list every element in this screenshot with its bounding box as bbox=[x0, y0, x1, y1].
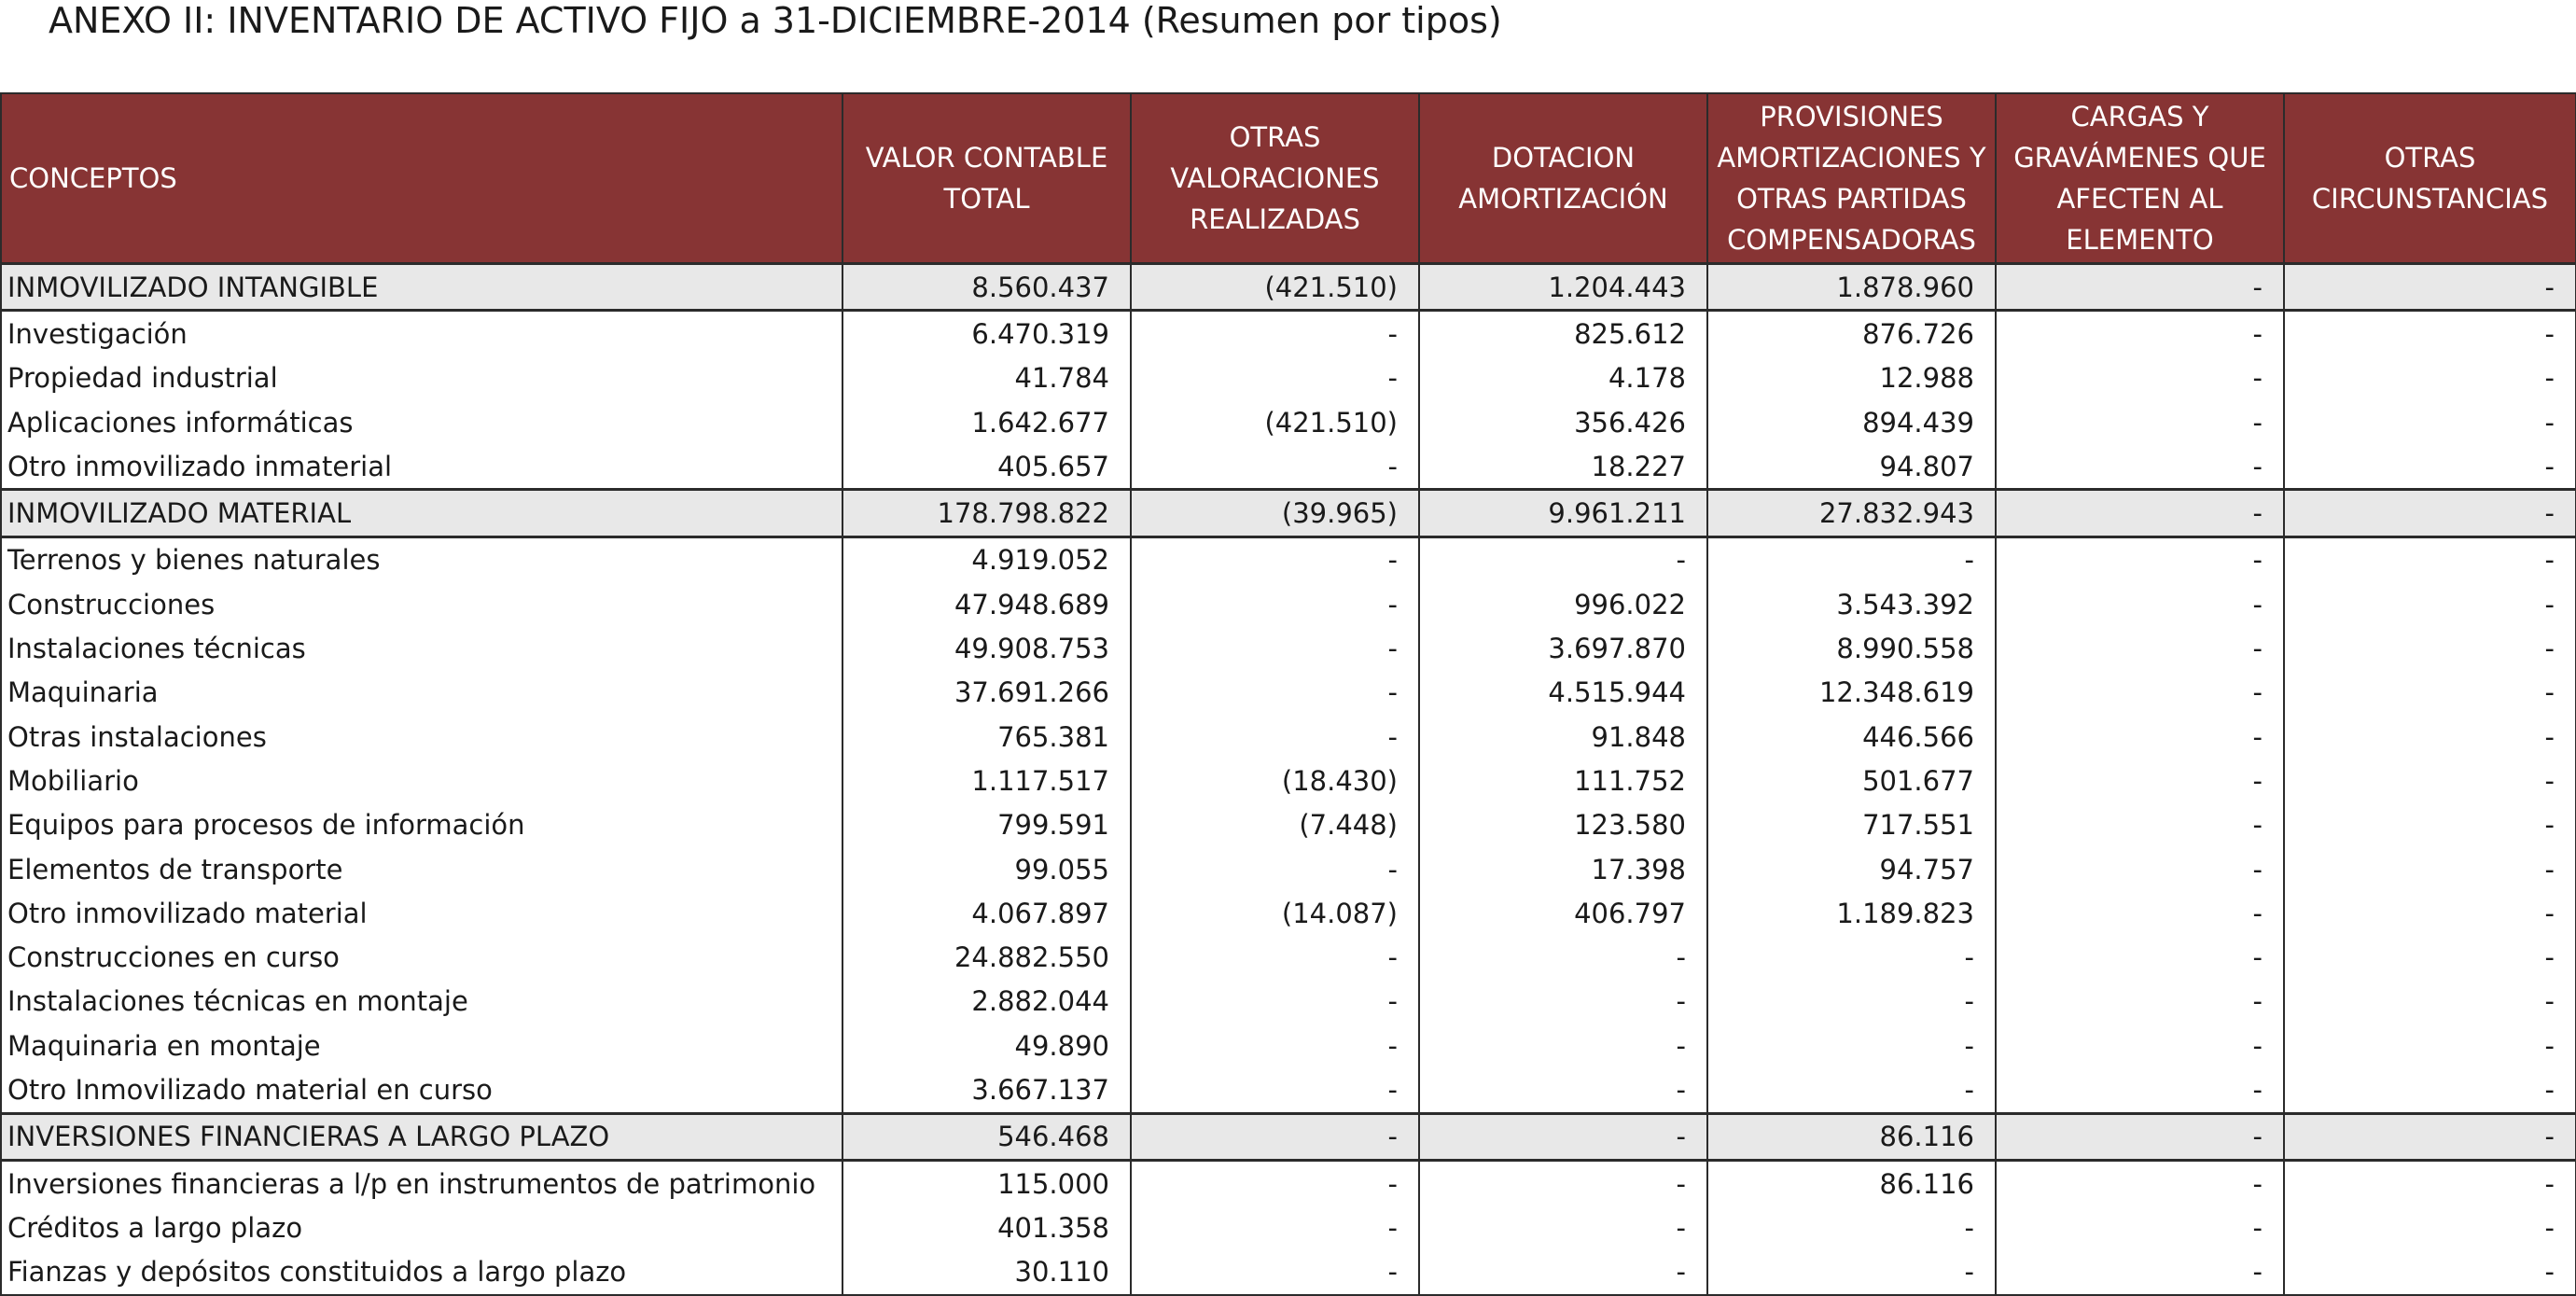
value-cell: - bbox=[1996, 1250, 2284, 1295]
value-cell: - bbox=[1996, 847, 2284, 891]
value-cell: 501.677 bbox=[1707, 759, 1996, 802]
value-cell: - bbox=[1707, 537, 1996, 582]
value-cell: - bbox=[1707, 935, 1996, 979]
table-row bbox=[1, 444, 2576, 490]
value-cell: - bbox=[1131, 626, 1419, 670]
value-cell: - bbox=[1131, 847, 1419, 891]
value-cell: - bbox=[1996, 582, 2284, 626]
page-title: ANEXO II: INVENTARIO DE ACTIVO FIJO a 31-DICIEMBRE-2014 (Resumen por tipos) bbox=[49, 0, 1502, 41]
concept-cell: INVERSIONES FINANCIERAS A LARGO PLAZO bbox=[1, 1113, 842, 1160]
value-cell: 12.988 bbox=[1707, 356, 1996, 400]
value-cell: - bbox=[2284, 1067, 2576, 1113]
value-cell: - bbox=[1996, 1160, 2284, 1205]
concept-cell: Instalaciones técnicas en montaje bbox=[1, 980, 842, 1024]
concept-cell: INMOVILIZADO MATERIAL bbox=[1, 490, 842, 537]
value-cell: 47.948.689 bbox=[842, 582, 1131, 626]
value-cell: - bbox=[1707, 1205, 1996, 1249]
value-cell: 27.832.943 bbox=[1707, 490, 1996, 537]
value-cell: - bbox=[1996, 715, 2284, 759]
value-cell: 3.543.392 bbox=[1707, 582, 1996, 626]
concept-cell: Investigación bbox=[1, 311, 842, 356]
column-header: OTRAS CIRCUNSTANCIAS bbox=[2284, 93, 2576, 264]
concept-cell: INMOVILIZADO INTANGIBLE bbox=[1, 264, 842, 311]
concept-cell: Construcciones en curso bbox=[1, 935, 842, 979]
value-cell: - bbox=[1996, 537, 2284, 582]
value-cell: - bbox=[1996, 935, 2284, 979]
concept-cell: Fianzas y depósitos constituidos a largo plazo bbox=[1, 1250, 842, 1295]
value-cell: - bbox=[1707, 1024, 1996, 1067]
value-cell: - bbox=[1131, 980, 1419, 1024]
value-cell: - bbox=[1131, 1024, 1419, 1067]
table-row bbox=[1, 803, 2576, 847]
value-cell: - bbox=[2284, 356, 2576, 400]
value-cell: - bbox=[2284, 1205, 2576, 1249]
asset-inventory-table bbox=[0, 92, 2576, 1296]
value-cell: - bbox=[2284, 891, 2576, 935]
value-cell: - bbox=[2284, 980, 2576, 1024]
table-row bbox=[1, 935, 2576, 979]
value-cell: - bbox=[1131, 444, 1419, 490]
value-cell: - bbox=[1996, 311, 2284, 356]
value-cell: - bbox=[1131, 1205, 1419, 1249]
value-cell: 799.591 bbox=[842, 803, 1131, 847]
value-cell: 4.067.897 bbox=[842, 891, 1131, 935]
value-cell: (421.510) bbox=[1131, 400, 1419, 444]
value-cell: 2.882.044 bbox=[842, 980, 1131, 1024]
table-row bbox=[1, 671, 2576, 715]
value-cell: - bbox=[2284, 582, 2576, 626]
value-cell: 17.398 bbox=[1419, 847, 1707, 891]
value-cell: - bbox=[1419, 1250, 1707, 1295]
concept-cell: Inversiones financieras a l/p en instrumentos de patrimonio bbox=[1, 1160, 842, 1205]
table-row bbox=[1, 582, 2576, 626]
value-cell: - bbox=[2284, 1113, 2576, 1160]
header-row bbox=[1, 93, 2576, 264]
value-cell: 401.358 bbox=[842, 1205, 1131, 1249]
value-cell: 18.227 bbox=[1419, 444, 1707, 490]
value-cell: 717.551 bbox=[1707, 803, 1996, 847]
value-cell: - bbox=[1419, 1205, 1707, 1249]
value-cell: - bbox=[2284, 537, 2576, 582]
value-cell: - bbox=[1996, 626, 2284, 670]
value-cell: (14.087) bbox=[1131, 891, 1419, 935]
value-cell: - bbox=[1707, 980, 1996, 1024]
value-cell: 115.000 bbox=[842, 1160, 1131, 1205]
value-cell: 86.116 bbox=[1707, 1160, 1996, 1205]
value-cell: - bbox=[2284, 1160, 2576, 1205]
category-row bbox=[1, 1113, 2576, 1160]
value-cell: - bbox=[1996, 759, 2284, 802]
value-cell: 4.178 bbox=[1419, 356, 1707, 400]
value-cell: 6.470.319 bbox=[842, 311, 1131, 356]
value-cell: - bbox=[2284, 671, 2576, 715]
table-row bbox=[1, 1024, 2576, 1067]
concept-cell: Instalaciones técnicas bbox=[1, 626, 842, 670]
value-cell: - bbox=[1131, 715, 1419, 759]
value-cell: 4.919.052 bbox=[842, 537, 1131, 582]
value-cell: 1.117.517 bbox=[842, 759, 1131, 802]
concept-cell: Maquinaria bbox=[1, 671, 842, 715]
table-row bbox=[1, 356, 2576, 400]
concept-cell: Equipos para procesos de información bbox=[1, 803, 842, 847]
value-cell: 178.798.822 bbox=[842, 490, 1131, 537]
value-cell: 86.116 bbox=[1707, 1113, 1996, 1160]
value-cell: - bbox=[2284, 935, 2576, 979]
value-cell: - bbox=[2284, 759, 2576, 802]
concept-cell: Créditos a largo plazo bbox=[1, 1205, 842, 1249]
value-cell: - bbox=[2284, 264, 2576, 311]
value-cell: 3.667.137 bbox=[842, 1067, 1131, 1113]
table-row bbox=[1, 1160, 2576, 1205]
value-cell: 30.110 bbox=[842, 1250, 1131, 1295]
value-cell: 876.726 bbox=[1707, 311, 1996, 356]
column-header: VALOR CONTABLE TOTAL bbox=[842, 93, 1131, 264]
value-cell: - bbox=[1996, 264, 2284, 311]
value-cell: - bbox=[1996, 803, 2284, 847]
value-cell: 3.697.870 bbox=[1419, 626, 1707, 670]
value-cell: 37.691.266 bbox=[842, 671, 1131, 715]
value-cell: - bbox=[1996, 356, 2284, 400]
table-row bbox=[1, 1205, 2576, 1249]
value-cell: (7.448) bbox=[1131, 803, 1419, 847]
value-cell: - bbox=[1131, 1160, 1419, 1205]
value-cell: - bbox=[1131, 537, 1419, 582]
value-cell: (421.510) bbox=[1131, 264, 1419, 311]
value-cell: - bbox=[1131, 356, 1419, 400]
column-header: OTRAS VALORACIONES REALIZADAS bbox=[1131, 93, 1419, 264]
value-cell: - bbox=[2284, 444, 2576, 490]
value-cell: 94.807 bbox=[1707, 444, 1996, 490]
column-header: CARGAS Y GRAVÁMENES QUE AFECTEN AL ELEMENTO bbox=[1996, 93, 2284, 264]
value-cell: 356.426 bbox=[1419, 400, 1707, 444]
value-cell: - bbox=[1996, 891, 2284, 935]
value-cell: - bbox=[1707, 1067, 1996, 1113]
value-cell: 406.797 bbox=[1419, 891, 1707, 935]
value-cell: 49.908.753 bbox=[842, 626, 1131, 670]
value-cell: 825.612 bbox=[1419, 311, 1707, 356]
value-cell: 111.752 bbox=[1419, 759, 1707, 802]
value-cell: 1.642.677 bbox=[842, 400, 1131, 444]
value-cell: 24.882.550 bbox=[842, 935, 1131, 979]
value-cell: - bbox=[2284, 311, 2576, 356]
value-cell: 49.890 bbox=[842, 1024, 1131, 1067]
value-cell: - bbox=[1131, 1067, 1419, 1113]
concept-cell: Otro inmovilizado inmaterial bbox=[1, 444, 842, 490]
value-cell: - bbox=[2284, 847, 2576, 891]
value-cell: 4.515.944 bbox=[1419, 671, 1707, 715]
value-cell: (18.430) bbox=[1131, 759, 1419, 802]
value-cell: - bbox=[1419, 1024, 1707, 1067]
value-cell: 8.560.437 bbox=[842, 264, 1131, 311]
table-row bbox=[1, 715, 2576, 759]
value-cell: 12.348.619 bbox=[1707, 671, 1996, 715]
concept-cell: Terrenos y bienes naturales bbox=[1, 537, 842, 582]
value-cell: (39.965) bbox=[1131, 490, 1419, 537]
value-cell: - bbox=[2284, 803, 2576, 847]
concept-cell: Elementos de transporte bbox=[1, 847, 842, 891]
value-cell: 765.381 bbox=[842, 715, 1131, 759]
value-cell: - bbox=[2284, 400, 2576, 444]
concept-cell: Propiedad industrial bbox=[1, 356, 842, 400]
category-row bbox=[1, 264, 2576, 311]
value-cell: - bbox=[1131, 311, 1419, 356]
concept-cell: Mobiliario bbox=[1, 759, 842, 802]
table-row bbox=[1, 891, 2576, 935]
value-cell: - bbox=[1996, 1205, 2284, 1249]
value-cell: - bbox=[1996, 671, 2284, 715]
concept-cell: Otras instalaciones bbox=[1, 715, 842, 759]
table-row bbox=[1, 311, 2576, 356]
table-row bbox=[1, 847, 2576, 891]
table-row bbox=[1, 1067, 2576, 1113]
value-cell: 894.439 bbox=[1707, 400, 1996, 444]
value-cell: 1.189.823 bbox=[1707, 891, 1996, 935]
value-cell: 123.580 bbox=[1419, 803, 1707, 847]
column-header: PROVISIONES AMORTIZACIONES Y OTRAS PARTIDAS COMPENSADORAS bbox=[1707, 93, 1996, 264]
value-cell: - bbox=[1996, 490, 2284, 537]
value-cell: - bbox=[1419, 537, 1707, 582]
value-cell: - bbox=[1131, 1113, 1419, 1160]
table-row bbox=[1, 400, 2576, 444]
concept-cell: Construcciones bbox=[1, 582, 842, 626]
value-cell: 94.757 bbox=[1707, 847, 1996, 891]
value-cell: - bbox=[1419, 1160, 1707, 1205]
value-cell: - bbox=[1131, 1250, 1419, 1295]
category-row bbox=[1, 490, 2576, 537]
value-cell: 91.848 bbox=[1419, 715, 1707, 759]
value-cell: - bbox=[1996, 400, 2284, 444]
value-cell: 8.990.558 bbox=[1707, 626, 1996, 670]
value-cell: - bbox=[2284, 715, 2576, 759]
table-row bbox=[1, 759, 2576, 802]
value-cell: 41.784 bbox=[842, 356, 1131, 400]
value-cell: 1.878.960 bbox=[1707, 264, 1996, 311]
concept-cell: Otro Inmovilizado material en curso bbox=[1, 1067, 842, 1113]
value-cell: 546.468 bbox=[842, 1113, 1131, 1160]
value-cell: - bbox=[1707, 1250, 1996, 1295]
value-cell: - bbox=[1996, 444, 2284, 490]
value-cell: - bbox=[1131, 582, 1419, 626]
value-cell: - bbox=[1996, 1113, 2284, 1160]
table-row bbox=[1, 537, 2576, 582]
value-cell: 1.204.443 bbox=[1419, 264, 1707, 311]
column-header: CONCEPTOS bbox=[1, 93, 842, 264]
table-body bbox=[1, 264, 2576, 1295]
table-row bbox=[1, 626, 2576, 670]
concept-cell: Aplicaciones informáticas bbox=[1, 400, 842, 444]
value-cell: - bbox=[1419, 935, 1707, 979]
value-cell: 405.657 bbox=[842, 444, 1131, 490]
value-cell: - bbox=[1419, 1067, 1707, 1113]
value-cell: - bbox=[1131, 935, 1419, 979]
value-cell: - bbox=[2284, 1250, 2576, 1295]
value-cell: - bbox=[2284, 626, 2576, 670]
value-cell: - bbox=[2284, 490, 2576, 537]
value-cell: - bbox=[1131, 671, 1419, 715]
value-cell: - bbox=[1996, 1067, 2284, 1113]
concept-cell: Maquinaria en montaje bbox=[1, 1024, 842, 1067]
value-cell: 446.566 bbox=[1707, 715, 1996, 759]
value-cell: 996.022 bbox=[1419, 582, 1707, 626]
value-cell: 99.055 bbox=[842, 847, 1131, 891]
table-row bbox=[1, 980, 2576, 1024]
value-cell: - bbox=[1419, 980, 1707, 1024]
value-cell: - bbox=[1996, 980, 2284, 1024]
value-cell: - bbox=[1419, 1113, 1707, 1160]
column-header: DOTACION AMORTIZACIÓN bbox=[1419, 93, 1707, 264]
value-cell: 9.961.211 bbox=[1419, 490, 1707, 537]
value-cell: - bbox=[2284, 1024, 2576, 1067]
value-cell: - bbox=[1996, 1024, 2284, 1067]
concept-cell: Otro inmovilizado material bbox=[1, 891, 842, 935]
